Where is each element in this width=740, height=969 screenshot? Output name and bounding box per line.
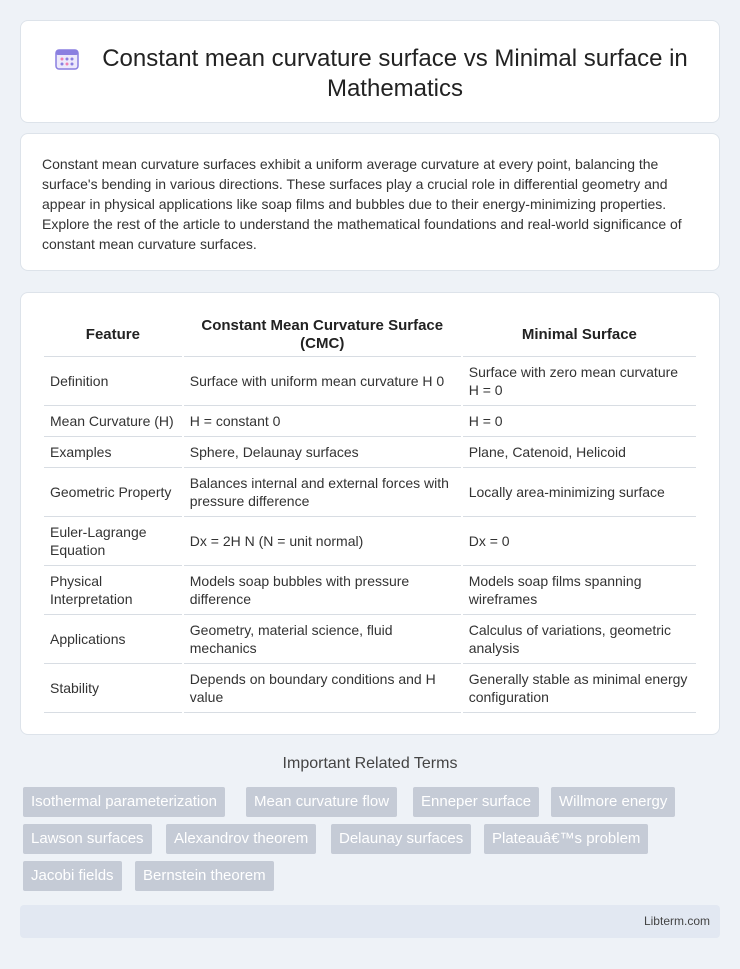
table-row — [44, 468, 696, 517]
table-cell: Examples — [44, 437, 182, 468]
table-cell: Sphere, Delaunay surfaces — [184, 437, 461, 468]
page-title: Constant mean curvature surface vs Minimal surface in Mathematics — [102, 45, 688, 102]
table-cell: Models soap films spanning wireframes — [463, 566, 696, 615]
table-row — [44, 437, 696, 468]
table-cell: Geometric Property — [44, 468, 182, 517]
header-cmc: Constant Mean Curvature Surface (CMC) — [184, 313, 461, 357]
table-cell: Surface with zero mean curvature H = 0 — [463, 357, 696, 406]
tag-plateau-problem[interactable]: Plateauâ€™s problem — [484, 824, 648, 854]
table-cell: Applications — [44, 615, 182, 664]
tag-delaunay-surfaces[interactable]: Delaunay surfaces — [331, 824, 471, 854]
table-row — [44, 615, 696, 664]
table-row — [44, 566, 696, 615]
table-cell: Calculus of variations, geometric analysis — [463, 615, 696, 664]
intro-text: Constant mean curvature surfaces exhibit a uniform average curvature at every point, balancing the surface's bending in various directions. These surfaces play a crucial role in differential geometry and appear in physical applications like soap films and bubbles due to their energy-minimizing properties. Explore the rest of the article to understand the mathematical foundations and real-world significance of constant mean curvature surfaces. — [42, 156, 682, 252]
tag-enneper-surface[interactable]: Enneper surface — [413, 787, 539, 817]
table-cell: Surface with uniform mean curvature H 0 — [184, 357, 461, 406]
table-cell: Geometry, material science, fluid mechanics — [184, 615, 461, 664]
table-header-row — [44, 313, 696, 357]
table-cell: H = constant 0 — [184, 406, 461, 437]
table-row — [44, 406, 696, 437]
tag-lawson-surfaces[interactable]: Lawson surfaces — [23, 824, 152, 854]
table-cell: Depends on boundary conditions and H value — [184, 664, 461, 713]
tag-willmore-energy[interactable]: Willmore energy — [551, 787, 675, 817]
tag-alexandrov-theorem[interactable]: Alexandrov theorem — [166, 824, 316, 854]
table-row — [44, 517, 696, 566]
tag-mean-curvature-flow[interactable]: Mean curvature flow — [246, 787, 397, 817]
footer — [20, 905, 720, 938]
comparison-table — [42, 313, 698, 713]
tag-isothermal-parameterization[interactable]: Isothermal parameterization — [23, 787, 225, 817]
table-cell: Generally stable as minimal energy configuration — [463, 664, 696, 713]
header-minimal: Minimal Surface — [463, 313, 696, 357]
table-cell: H = 0 — [463, 406, 696, 437]
table-cell: Models soap bubbles with pressure difference — [184, 566, 461, 615]
table-cell: Euler-Lagrange Equation — [44, 517, 182, 566]
table-row — [44, 664, 696, 713]
related-terms-title: Important Related Terms — [282, 755, 458, 772]
table-cell: Stability — [44, 664, 182, 713]
calendar-icon — [54, 47, 80, 71]
table-row — [44, 357, 696, 406]
intro-card — [20, 133, 720, 271]
comparison-table-card — [20, 292, 720, 735]
table-cell: Dx = 2H N (N = unit normal) — [184, 517, 461, 566]
table-cell: Dx = 0 — [463, 517, 696, 566]
table-cell: Definition — [44, 357, 182, 406]
tag-jacobi-fields[interactable]: Jacobi fields — [23, 861, 122, 891]
header-feature: Feature — [44, 313, 182, 357]
table-cell: Mean Curvature (H) — [44, 406, 182, 437]
table-cell: Plane, Catenoid, Helicoid — [463, 437, 696, 468]
header-card — [20, 20, 720, 123]
table-cell: Balances internal and external forces with pressure difference — [184, 468, 461, 517]
footer-site-link[interactable]: Libterm.com — [643, 914, 710, 928]
table-cell: Physical Interpretation — [44, 566, 182, 615]
tag-bernstein-theorem[interactable]: Bernstein theorem — [135, 861, 274, 891]
table-cell: Locally area-minimizing surface — [463, 468, 696, 517]
